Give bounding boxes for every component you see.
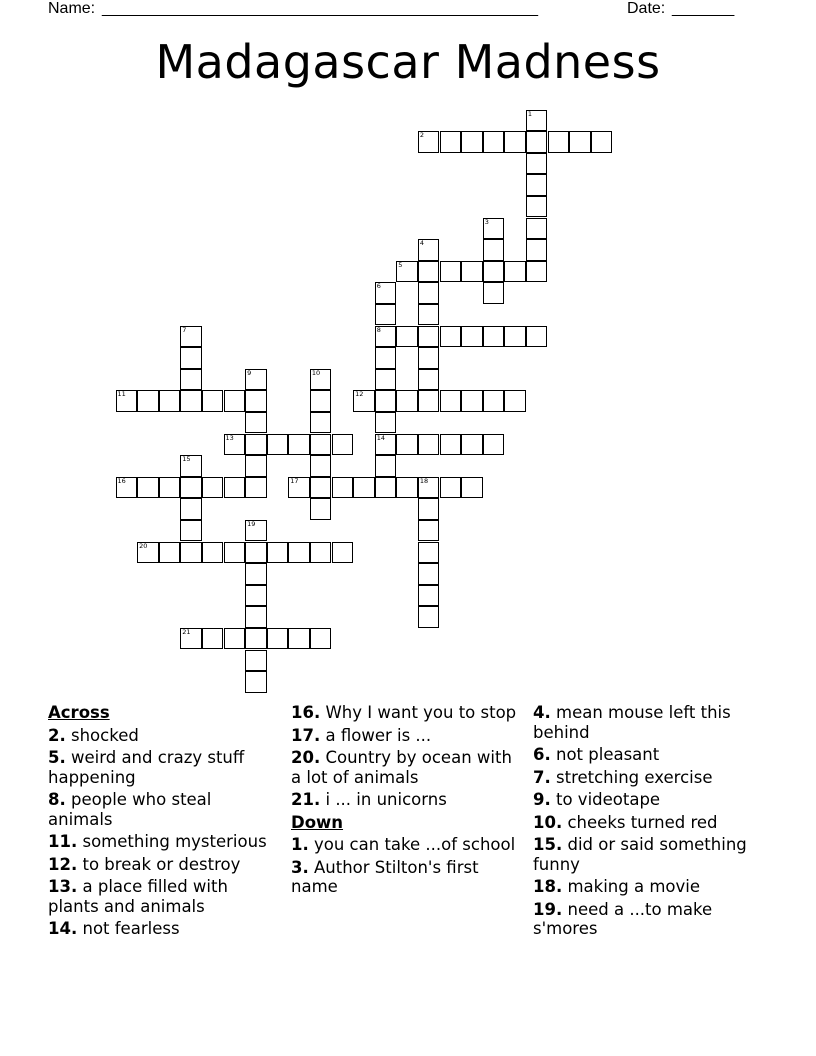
- crossword-cell[interactable]: [526, 174, 548, 196]
- clue-number: 11: [117, 390, 126, 399]
- crossword-cell[interactable]: [224, 628, 246, 650]
- crossword-cell[interactable]: [483, 326, 505, 348]
- clue-across-14: 14. not fearless: [48, 919, 180, 938]
- down-heading: Down: [291, 812, 344, 832]
- crossword-cell[interactable]: [288, 477, 310, 499]
- clue-number: 1: [527, 109, 533, 118]
- clue-across-2: 2. shocked: [48, 725, 139, 745]
- crossword-cell[interactable]: [180, 498, 202, 520]
- clue-number: 4: [419, 239, 425, 248]
- crossword-cell[interactable]: [245, 455, 267, 477]
- crossword-cell[interactable]: [483, 131, 505, 153]
- crossword-cell[interactable]: [137, 390, 159, 412]
- crossword-cell[interactable]: [375, 282, 397, 304]
- crossword-cell[interactable]: [180, 628, 202, 650]
- name-field[interactable]: _________________________________________________: [102, 0, 539, 17]
- crossword-cell[interactable]: [245, 606, 267, 628]
- crossword-cell[interactable]: [245, 390, 267, 412]
- crossword-cell[interactable]: [159, 477, 181, 499]
- clue-number: 17: [290, 476, 299, 485]
- clue-down-7: 7. stretching exercise: [533, 767, 713, 787]
- crossword-cell[interactable]: [418, 606, 440, 628]
- date-field[interactable]: _______: [672, 0, 735, 17]
- crossword-cell[interactable]: [375, 477, 397, 499]
- crossword-cell[interactable]: [353, 477, 375, 499]
- crossword-cell[interactable]: [245, 542, 267, 564]
- crossword-cell[interactable]: [461, 131, 483, 153]
- crossword-cell[interactable]: [418, 369, 440, 391]
- crossword-cell[interactable]: [332, 542, 354, 564]
- clue-across-17: 17. a flower is ...: [291, 725, 432, 745]
- date-label: Date:: [627, 0, 666, 17]
- crossword-cell[interactable]: [245, 585, 267, 607]
- crossword-cell[interactable]: [288, 628, 310, 650]
- crossword-cell[interactable]: [267, 628, 289, 650]
- clue-across-5: 5. weird and crazy stuff happening: [48, 748, 245, 787]
- crossword-cell[interactable]: [440, 390, 462, 412]
- crossword-cell[interactable]: [548, 131, 570, 153]
- crossword-cell[interactable]: [396, 434, 418, 456]
- crossword-cell[interactable]: [418, 304, 440, 326]
- crossword-cell[interactable]: [375, 347, 397, 369]
- crossword-cell[interactable]: [461, 434, 483, 456]
- clue-number: 21: [182, 627, 191, 636]
- crossword-cell[interactable]: [526, 153, 548, 175]
- crossword-cell[interactable]: [526, 326, 548, 348]
- clue-across-11: 11. something mysterious: [48, 832, 267, 851]
- crossword-cell[interactable]: [418, 326, 440, 348]
- crossword-cell[interactable]: [418, 261, 440, 283]
- crossword-cell[interactable]: [440, 131, 462, 153]
- crossword-cell[interactable]: [418, 542, 440, 564]
- crossword-cell[interactable]: [483, 239, 505, 261]
- clue-number: 5: [398, 260, 403, 269]
- crossword-cell[interactable]: [310, 542, 332, 564]
- crossword-cell[interactable]: [526, 110, 548, 132]
- crossword-cell[interactable]: [396, 390, 418, 412]
- crossword-cell[interactable]: [202, 628, 224, 650]
- clue-number: 6: [376, 282, 381, 291]
- clue-down-18: 18. making a movie: [533, 877, 701, 896]
- clue-across-8: 8. people who steal animals: [48, 790, 212, 829]
- crossword-cell[interactable]: [245, 434, 267, 456]
- crossword-cell[interactable]: [440, 434, 462, 456]
- crossword-cell[interactable]: [288, 434, 310, 456]
- crossword-cell[interactable]: [375, 390, 397, 412]
- crossword-cell[interactable]: [569, 131, 591, 153]
- crossword-cell[interactable]: [396, 477, 418, 499]
- crossword-cell[interactable]: [180, 369, 202, 391]
- clue-number: 14: [376, 433, 385, 442]
- clue-number: 20: [139, 541, 148, 550]
- clue-number: 8: [376, 325, 381, 334]
- crossword-cell[interactable]: [310, 477, 332, 499]
- clue-down-3: 3. Author Stilton's first name: [291, 857, 479, 896]
- clue-across-12: 12. to break or destroy: [48, 854, 241, 874]
- crossword-cell[interactable]: [375, 412, 397, 434]
- crossword-cell[interactable]: [418, 434, 440, 456]
- clues-column-1: [48, 703, 278, 942]
- crossword-cell[interactable]: [137, 542, 159, 564]
- crossword-cell[interactable]: [116, 390, 138, 412]
- crossword-cell[interactable]: [461, 261, 483, 283]
- clues-column-2: [291, 703, 521, 900]
- crossword-cell[interactable]: [310, 455, 332, 477]
- clue-across-20: 20. Country by ocean with a lot of animals: [291, 748, 512, 787]
- crossword-cell[interactable]: [396, 326, 418, 348]
- crossword-cell[interactable]: [245, 520, 267, 542]
- crossword-cell[interactable]: [440, 477, 462, 499]
- crossword-cell[interactable]: [245, 477, 267, 499]
- clue-down-1: 1. you can take ...of school: [291, 835, 516, 854]
- clue-number: 2: [419, 131, 425, 140]
- clue-down-10: 10. cheeks turned red: [533, 812, 718, 832]
- crossword-cell[interactable]: [504, 261, 526, 283]
- crossword-cell[interactable]: [504, 131, 526, 153]
- clue-number: 19: [247, 519, 256, 528]
- crossword-cell[interactable]: [418, 585, 440, 607]
- crossword-cell[interactable]: [375, 304, 397, 326]
- clue-across-13: 13. a place filled with plants and animals: [48, 877, 228, 916]
- crossword-cell[interactable]: [483, 218, 505, 240]
- crossword-cell[interactable]: [245, 563, 267, 585]
- clue-number: 7: [182, 325, 187, 334]
- across-heading: Across: [48, 703, 110, 722]
- crossword-cell[interactable]: [202, 542, 224, 564]
- crossword-cell[interactable]: [418, 477, 440, 499]
- crossword-cell[interactable]: [310, 434, 332, 456]
- crossword-cell[interactable]: [137, 477, 159, 499]
- clue-down-9: 9. to videotape: [533, 790, 661, 809]
- crossword-cell[interactable]: [332, 477, 354, 499]
- crossword-cell[interactable]: [418, 131, 440, 153]
- clue-number: 15: [182, 455, 191, 464]
- clue-number: 16: [117, 476, 126, 485]
- crossword-cell[interactable]: [504, 390, 526, 412]
- name-label: Name:: [48, 0, 96, 17]
- crossword-cell[interactable]: [396, 261, 418, 283]
- crossword-cell[interactable]: [353, 390, 375, 412]
- crossword-cell[interactable]: [375, 434, 397, 456]
- crossword-cell[interactable]: [440, 261, 462, 283]
- crossword-cell[interactable]: [483, 390, 505, 412]
- crossword-cell[interactable]: [180, 347, 202, 369]
- crossword-cell[interactable]: [310, 628, 332, 650]
- crossword-cell[interactable]: [461, 477, 483, 499]
- crossword-cell[interactable]: [418, 498, 440, 520]
- crossword-cell[interactable]: [180, 326, 202, 348]
- crossword-cell[interactable]: [116, 477, 138, 499]
- crossword-cell[interactable]: [288, 542, 310, 564]
- clue-number: 18: [419, 476, 429, 485]
- crossword-cell[interactable]: [483, 261, 505, 283]
- crossword-cell[interactable]: [310, 369, 332, 391]
- clue-number: 10: [311, 368, 321, 377]
- crossword-cell[interactable]: [245, 412, 267, 434]
- crossword-cell[interactable]: [526, 239, 548, 261]
- crossword-cell[interactable]: [440, 326, 462, 348]
- crossword-cell[interactable]: [332, 434, 354, 456]
- crossword-cell[interactable]: [267, 434, 289, 456]
- clue-number: 13: [225, 433, 234, 442]
- crossword-cell[interactable]: [159, 390, 181, 412]
- clues-column-3: [533, 703, 773, 942]
- crossword-cell[interactable]: [245, 650, 267, 672]
- crossword-cell[interactable]: [461, 326, 483, 348]
- clue-across-16: 16. Why I want you to stop: [291, 703, 517, 722]
- crossword-cell[interactable]: [245, 369, 267, 391]
- crossword-cell[interactable]: [180, 390, 202, 412]
- crossword-cell[interactable]: [224, 434, 246, 456]
- crossword-cell[interactable]: [418, 520, 440, 542]
- crossword-cell[interactable]: [159, 542, 181, 564]
- crossword-cell[interactable]: [375, 455, 397, 477]
- clue-down-6: 6. not pleasant: [533, 745, 660, 764]
- crossword-cell[interactable]: [483, 434, 505, 456]
- crossword-cell[interactable]: [591, 131, 613, 153]
- crossword-cell[interactable]: [526, 218, 548, 240]
- crossword-cell[interactable]: [418, 390, 440, 412]
- crossword-cell[interactable]: [245, 628, 267, 650]
- page-title: Madagascar Madness: [155, 35, 661, 89]
- crossword-cell[interactable]: [504, 326, 526, 348]
- crossword-cell[interactable]: [245, 671, 267, 693]
- clue-number: 3: [484, 217, 489, 226]
- clue-number: 12: [355, 390, 364, 399]
- clue-down-4: 4. mean mouse left this behind: [533, 703, 731, 742]
- clue-number: 9: [247, 368, 252, 377]
- crossword-cell[interactable]: [461, 390, 483, 412]
- crossword-cell[interactable]: [375, 326, 397, 348]
- crossword-cell[interactable]: [526, 131, 548, 153]
- crossword-cell[interactable]: [310, 498, 332, 520]
- crossword-cell[interactable]: [180, 455, 202, 477]
- crossword-cell[interactable]: [418, 239, 440, 261]
- crossword-cell[interactable]: [418, 282, 440, 304]
- crossword-cell[interactable]: [180, 520, 202, 542]
- crossword-cell[interactable]: [180, 542, 202, 564]
- crossword-cell[interactable]: [224, 542, 246, 564]
- clue-down-19: 19. need a ...to make s'mores: [533, 899, 713, 938]
- crossword-cell[interactable]: [267, 542, 289, 564]
- crossword-cell[interactable]: [310, 390, 332, 412]
- clue-down-15: 15. did or said something funny: [533, 835, 747, 874]
- crossword-cell[interactable]: [180, 477, 202, 499]
- crossword-cell[interactable]: [483, 282, 505, 304]
- crossword-cell[interactable]: [418, 563, 440, 585]
- crossword-cell[interactable]: [418, 347, 440, 369]
- crossword-cell[interactable]: [202, 390, 224, 412]
- crossword-cell[interactable]: [526, 261, 548, 283]
- clue-across-21: 21. i ... in unicorns: [291, 790, 447, 809]
- crossword-cell[interactable]: [375, 369, 397, 391]
- crossword-cell[interactable]: [310, 412, 332, 434]
- crossword-cell[interactable]: [526, 196, 548, 218]
- crossword-cell[interactable]: [224, 477, 246, 499]
- crossword-cell[interactable]: [224, 390, 246, 412]
- crossword-cell[interactable]: [202, 477, 224, 499]
